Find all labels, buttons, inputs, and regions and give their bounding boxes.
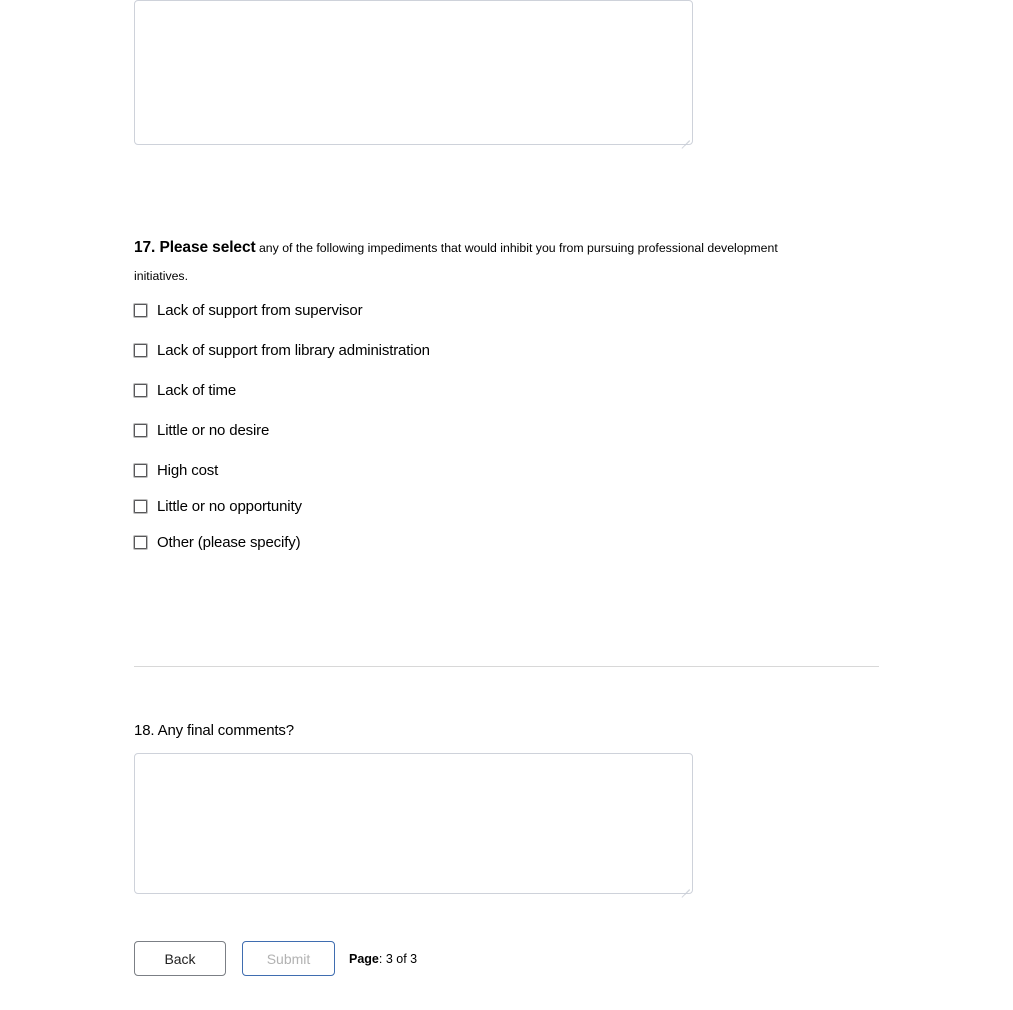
q16-answer-textarea[interactable] [134, 0, 693, 145]
section-divider [134, 666, 879, 667]
option-label: High cost [157, 461, 219, 479]
q17-option-other-please-specify[interactable] [134, 530, 754, 554]
option-label: Other (please specify) [157, 533, 301, 551]
option-label: Lack of support from library administration [157, 341, 430, 359]
page-indicator-value: : 3 of 3 [378, 951, 418, 966]
q17-option-lack-of-time[interactable] [134, 378, 754, 402]
page-indicator-label: Page [349, 951, 379, 966]
q17-option-high-cost[interactable] [134, 458, 754, 482]
form-footer [134, 941, 417, 976]
q17-option-little-or-no-desire[interactable] [134, 418, 754, 442]
q17-prompt-rest: any of the following impediments that would inhibit you from pursuing professional development initiatives. [134, 241, 778, 283]
option-label: Little or no opportunity [157, 497, 302, 515]
q16-answer-field-wrapper [134, 0, 693, 145]
option-label: Lack of time [157, 381, 237, 399]
checkbox-icon[interactable] [134, 344, 147, 357]
q17-option-list [134, 298, 754, 566]
q18-answer-textarea[interactable] [134, 753, 693, 894]
page-indicator [349, 952, 417, 966]
q18-answer-field-wrapper [134, 753, 693, 894]
checkbox-icon[interactable] [134, 464, 147, 477]
checkbox-icon[interactable] [134, 536, 147, 549]
q17-number-emphasis: 17. Please select [134, 239, 256, 256]
checkbox-icon[interactable] [134, 304, 147, 317]
q17-option-little-or-no-opportunity[interactable] [134, 494, 754, 518]
checkbox-icon[interactable] [134, 424, 147, 437]
q18-title: 18. Any final comments? [134, 722, 294, 739]
option-label: Little or no desire [157, 421, 270, 439]
submit-button[interactable]: Submit [242, 941, 335, 976]
checkbox-icon[interactable] [134, 384, 147, 397]
back-button[interactable]: Back [134, 941, 226, 976]
option-label: Lack of support from supervisor [157, 301, 363, 319]
q17-option-lack-of-support-from-library-administration[interactable] [134, 338, 754, 362]
q17-option-lack-of-support-from-supervisor[interactable] [134, 298, 754, 322]
checkbox-icon[interactable] [134, 500, 147, 513]
q17-prompt [134, 234, 814, 290]
